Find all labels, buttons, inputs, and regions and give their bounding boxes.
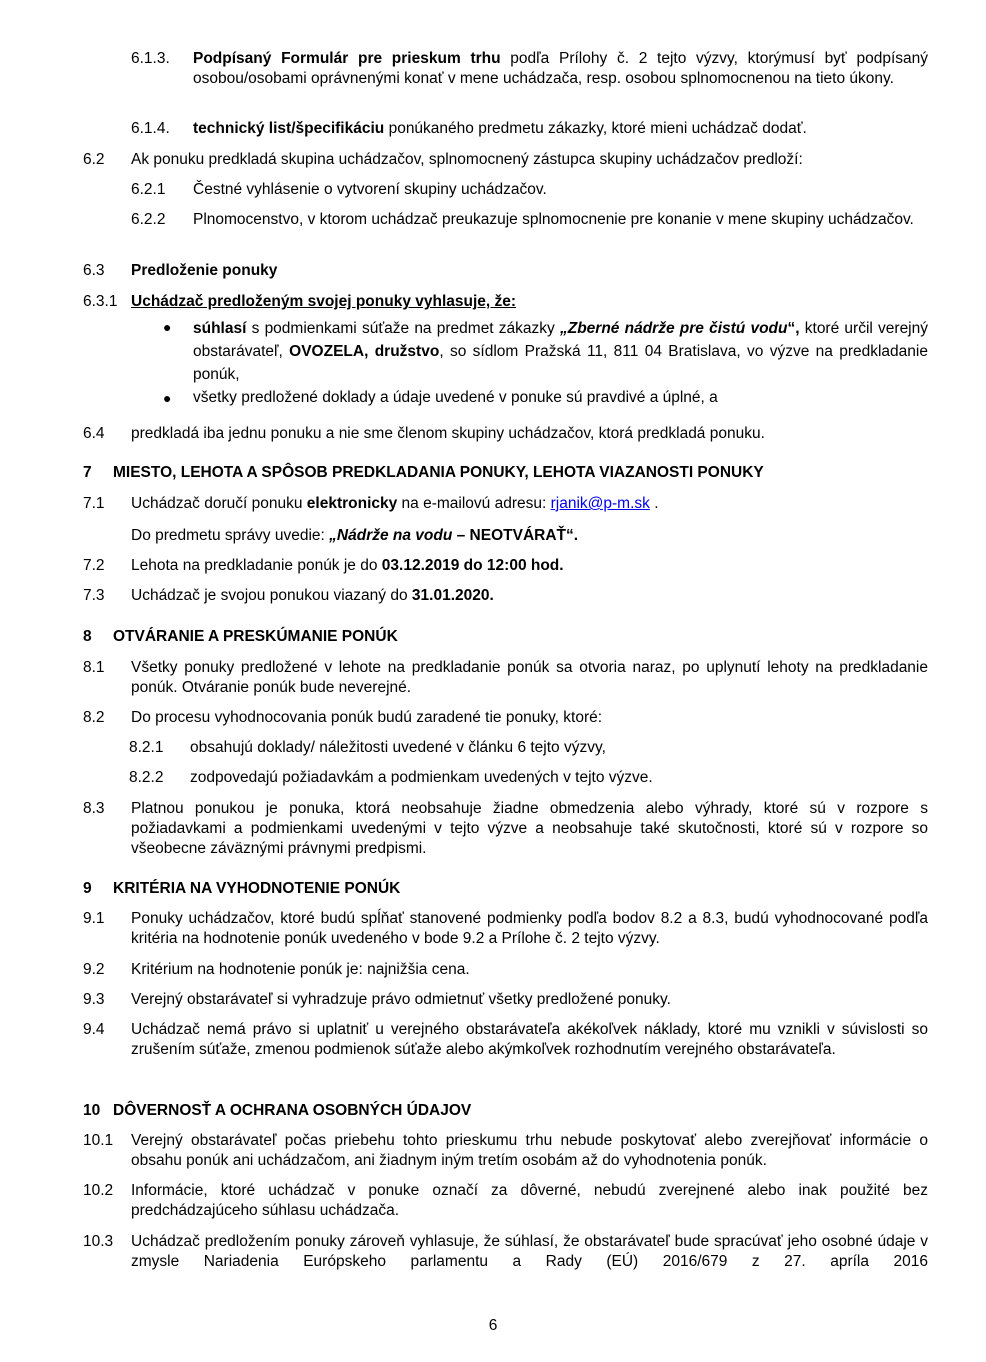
clause-number: 10.3 bbox=[83, 1233, 114, 1250]
clause-text: Uchádzač doručí ponuku elektronicky na e-mailovú adresu: rjanik@p-m.sk . bbox=[131, 495, 659, 512]
clause-text: Ponuky uchádzačov, ktoré budú spĺňať stanovené podmienky podľa bodov 8.2 a 8.3, budú vyhodnocované podľa kritéria na hodnotenie ponúk uvedeného v bode 9.2 a Prílohe č. 2 tejto výzvy. bbox=[131, 910, 928, 947]
section-number: 7 bbox=[83, 464, 92, 481]
clause-number: 6.1.4. bbox=[131, 120, 170, 137]
section-number: 10 bbox=[83, 1102, 101, 1119]
clause-text: Informácie, ktoré uchádzač v ponuke označí za dôverné, nebudú zverejnené alebo inak použité bez predchádzajúceho súhlasu uchádzača. bbox=[131, 1182, 928, 1219]
clause-text: Uchádzač nemá právo si uplatniť u verejného obstarávateľa akékoľvek náklady, ktoré mu vznikli v súvislosti so zrušením súťaže, zmenou podmienok súťaže alebo akýmkoľvek rozhodnutím verejného obstarávateľa. bbox=[131, 1021, 928, 1058]
bullet-text: všetky predložené doklady a údaje uvedené v ponuke sú pravdivé a úplné, a bbox=[193, 389, 718, 406]
bullet-icon: ● bbox=[163, 319, 172, 335]
page-number: 6 bbox=[488, 1317, 498, 1334]
section-title: KRITÉRIA NA VYHODNOTENIE PONÚK bbox=[113, 880, 401, 897]
clause-text: Uchádzač predložením ponuky zároveň vyhlasuje, že súhlasí, že obstarávateľ bude spracúvať jeho osobné údaje v zmysle Nariadenia Európskeho parlamentu a Rady (EÚ) 2016/679 z 27. apríla 2016 bbox=[131, 1233, 928, 1270]
clause-number: 10.2 bbox=[83, 1182, 114, 1199]
clause-number: 8.1 bbox=[83, 659, 105, 676]
clause-number: 9.4 bbox=[83, 1021, 105, 1038]
clause-text: Verejný obstarávateľ počas priebehu tohto prieskumu trhu nebude poskytovať alebo zverejňovať informácie o obsahu ponúk ani uchádzačom, ani žiadnym iným tretím osobám až do vyhodnotenia ponúk. bbox=[131, 1132, 928, 1169]
clause-number: 8.3 bbox=[83, 800, 105, 817]
clause-number: 10.1 bbox=[83, 1132, 114, 1149]
clause-number: 6.2 bbox=[83, 151, 105, 168]
clause-number: 6.2.1 bbox=[131, 181, 166, 198]
clause-title: Predloženie ponuky bbox=[131, 262, 278, 279]
clause-text: Platnou ponukou je ponuka, ktorá neobsahuje žiadne obmedzenia alebo výhrady, ktoré sú v rozpore s požiadavkami a podmienkami uvedenými v tejto výzve a neobsahuje také skutočnosti, ktoré sú v rozpore so všeobecne záväznými právnymi predpismi. bbox=[131, 800, 928, 857]
clause-number: 6.3.1 bbox=[83, 293, 118, 310]
clause-text: obsahujú doklady/ náležitosti uvedené v článku 6 tejto výzvy, bbox=[190, 739, 606, 756]
clause-title: Uchádzač predloženým svojej ponuky vyhlasuje, že: bbox=[131, 293, 517, 310]
section-title: MIESTO, LEHOTA A SPÔSOB PREDKLADANIA PONUKY, LEHOTA VIAZANOSTI PONUKY bbox=[113, 464, 764, 481]
clause-text: Podpísaný Formulár pre prieskum trhu podľa Prílohy č. 2 tejto výzvy, ktorýmusí byť podpísaný osobou/osobami oprávnenými konať v mene uchádzača, resp. osobou splnomocnenou na tieto úkony. bbox=[193, 50, 928, 87]
bullet-text: súhlasí s podmienkami súťaže na predmet zákazky „Zberné nádrže pre čistú vodu“, ktoré určil verejný obstarávateľ, OVOZELA, družstvo, so sídlom Pražská 11, 811 04 Bratislava, vo výzve na predkladanie ponúk, bbox=[193, 320, 928, 383]
clause-text: Plnomocenstvo, v ktorom uchádzač preukazuje splnomocnenie pre konanie v mene skupiny uchádzačov. bbox=[193, 211, 914, 228]
clause-text: Uchádzač je svojou ponukou viazaný do 31.01.2020. bbox=[131, 587, 494, 604]
clause-text: Verejný obstarávateľ si vyhradzuje právo odmietnuť všetky predložené ponuky. bbox=[131, 991, 671, 1008]
clause-number: 8.2.2 bbox=[129, 769, 164, 786]
clause-text: predkladá iba jednu ponuku a nie sme členom skupiny uchádzačov, ktorá predkladá ponuku. bbox=[131, 425, 765, 442]
bullet-icon: ● bbox=[163, 390, 172, 406]
section-title: DÔVERNOSŤ A OCHRANA OSOBNÝCH ÚDAJOV bbox=[113, 1102, 472, 1119]
section-number: 9 bbox=[83, 880, 92, 897]
clause-number: 6.2.2 bbox=[131, 211, 166, 228]
clause-text: zodpovedajú požiadavkám a podmienkam uvedených v tejto výzve. bbox=[190, 769, 653, 786]
clause-number: 6.4 bbox=[83, 425, 105, 442]
clause-number: 9.3 bbox=[83, 991, 105, 1008]
clause-number: 6.1.3. bbox=[131, 50, 170, 67]
clause-number: 8.2 bbox=[83, 709, 105, 726]
section-number: 8 bbox=[83, 628, 92, 645]
clause-number: 7.1 bbox=[83, 495, 105, 512]
clause-number: 7.3 bbox=[83, 587, 105, 604]
clause-text: Kritérium na hodnotenie ponúk je: najnižšia cena. bbox=[131, 961, 470, 978]
email-link[interactable]: rjanik@p-m.sk bbox=[550, 495, 650, 512]
clause-text: Do procesu vyhodnocovania ponúk budú zaradené tie ponuky, ktoré: bbox=[131, 709, 603, 726]
clause-text: Všetky ponuky predložené v lehote na predkladanie ponúk sa otvoria naraz, po uplynutí lehoty na predkladanie ponúk. Otváranie ponúk bude neverejné. bbox=[131, 659, 928, 696]
clause-text: Lehota na predkladanie ponúk je do 03.12.2019 do 12:00 hod. bbox=[131, 557, 564, 574]
clause-number: 7.2 bbox=[83, 557, 105, 574]
clause-text: Čestné vyhlásenie o vytvorení skupiny uchádzačov. bbox=[193, 181, 547, 198]
clause-number: 9.2 bbox=[83, 961, 105, 978]
clause-number: 8.2.1 bbox=[129, 739, 164, 756]
clause-text: Ak ponuku predkladá skupina uchádzačov, splnomocnený zástupca skupiny uchádzačov predloží: bbox=[131, 151, 803, 168]
clause-number: 6.3 bbox=[83, 262, 105, 279]
clause-text: Do predmetu správy uvedie: „Nádrže na vodu – NEOTVÁRAŤ“. bbox=[131, 527, 579, 544]
clause-text: technický list/špecifikáciu ponúkaného predmetu zákazky, ktoré mieni uchádzač dodať. bbox=[193, 120, 807, 137]
section-title: OTVÁRANIE A PRESKÚMANIE PONÚK bbox=[113, 628, 398, 645]
clause-number: 9.1 bbox=[83, 910, 105, 927]
